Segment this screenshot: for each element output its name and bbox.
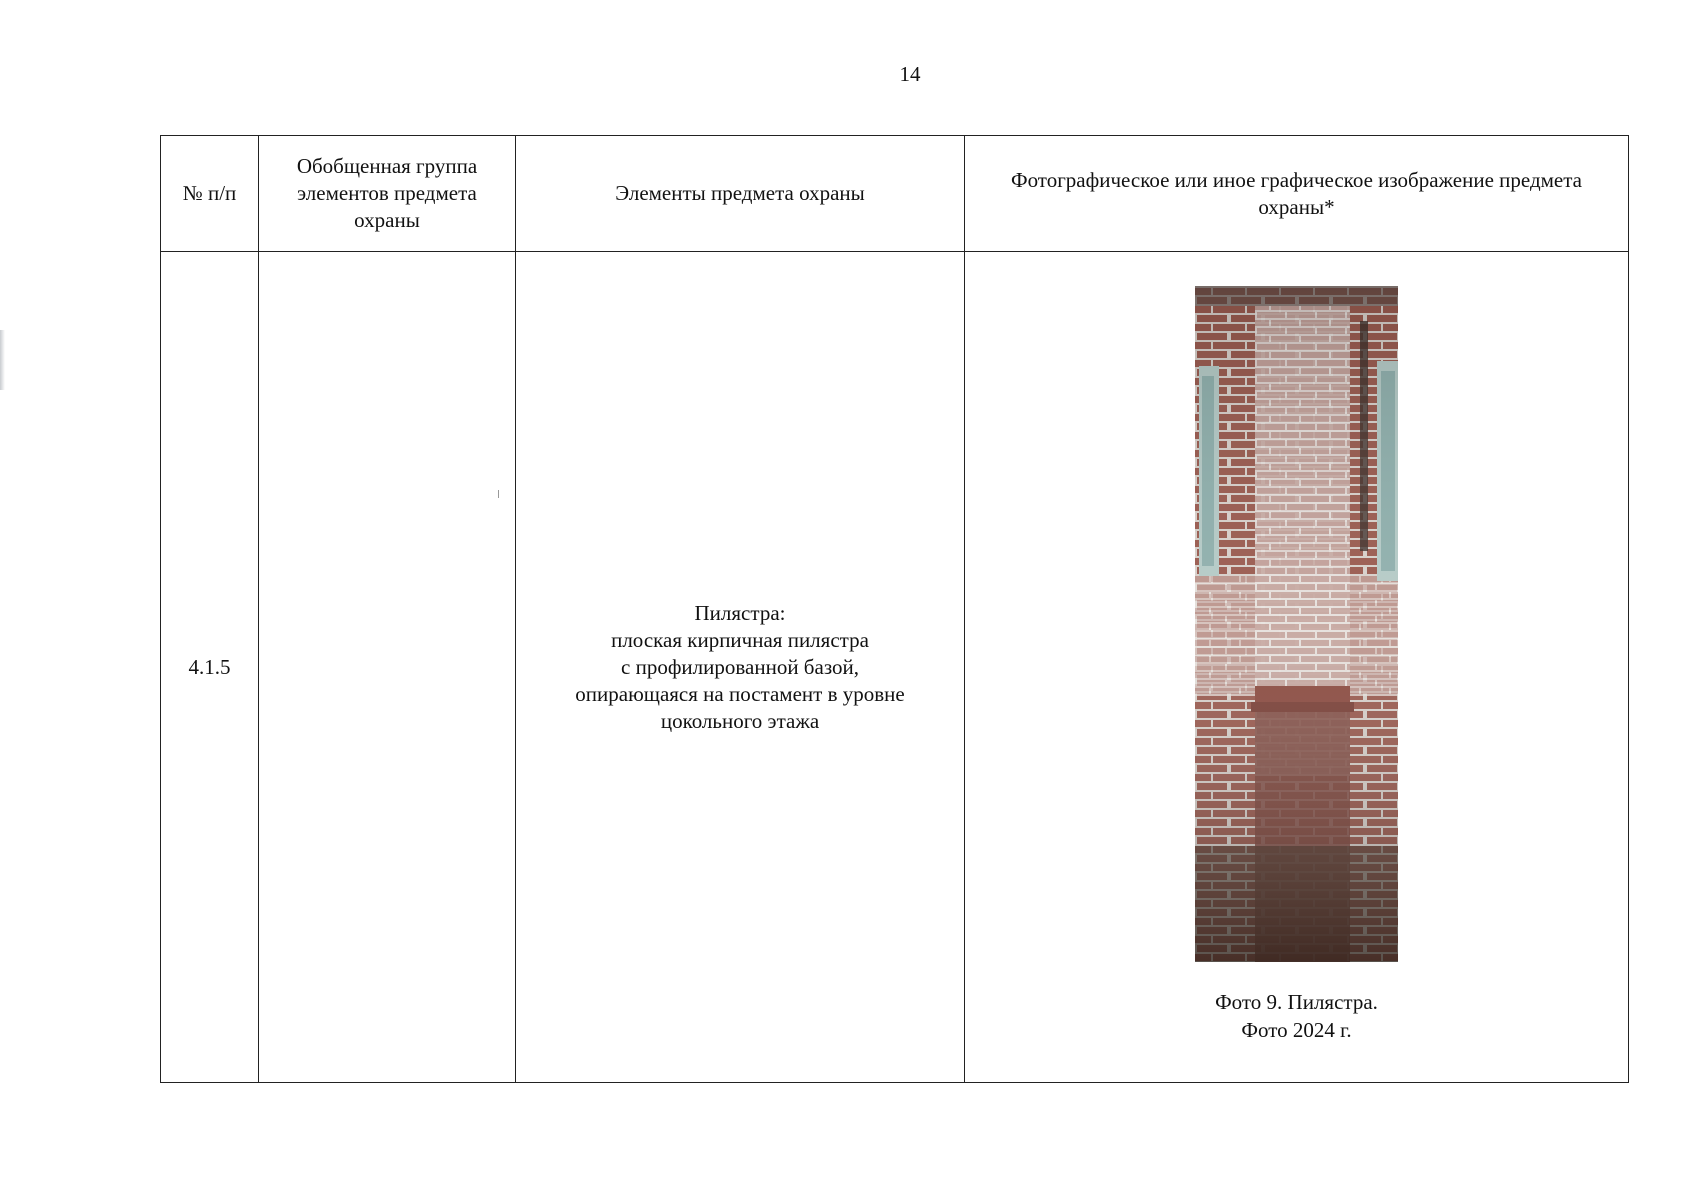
- photo-caption-line: Фото 2024 г.: [1241, 1018, 1352, 1042]
- row-num: 4.1.5: [161, 252, 259, 1083]
- element-title: Пилястра:: [694, 600, 786, 625]
- row-group: [259, 252, 516, 1083]
- row-photo-cell: [965, 252, 1629, 1083]
- pilaster-photo: [1195, 286, 1398, 962]
- scan-edge-smudge: [0, 330, 5, 390]
- element-description-line: цокольного этажа: [660, 708, 820, 733]
- element-description-line: плоская кирпичная пилястра: [611, 627, 869, 652]
- protected-elements-table: [160, 135, 1629, 1083]
- scan-mark: [498, 490, 499, 498]
- page-number: 14: [899, 62, 921, 86]
- table-header-row: [161, 136, 1629, 252]
- element-description-line: с профилированной базой,: [621, 654, 859, 679]
- header-num: № п/п: [161, 136, 259, 252]
- header-elements: Элементы предмета охраны: [516, 136, 965, 252]
- table-row: [161, 252, 1629, 1083]
- header-image: Фотографическое или иное графическое изображение предмета охраны*: [965, 136, 1629, 252]
- row-elements: [516, 252, 965, 1083]
- photo-caption-line: Фото 9. Пилястра.: [1215, 990, 1378, 1014]
- photo-caption: [971, 988, 1622, 1044]
- header-group: Обобщенная группа элементов предмета охраны: [259, 136, 516, 252]
- element-description-line: опирающаяся на постамент в уровне: [575, 681, 905, 706]
